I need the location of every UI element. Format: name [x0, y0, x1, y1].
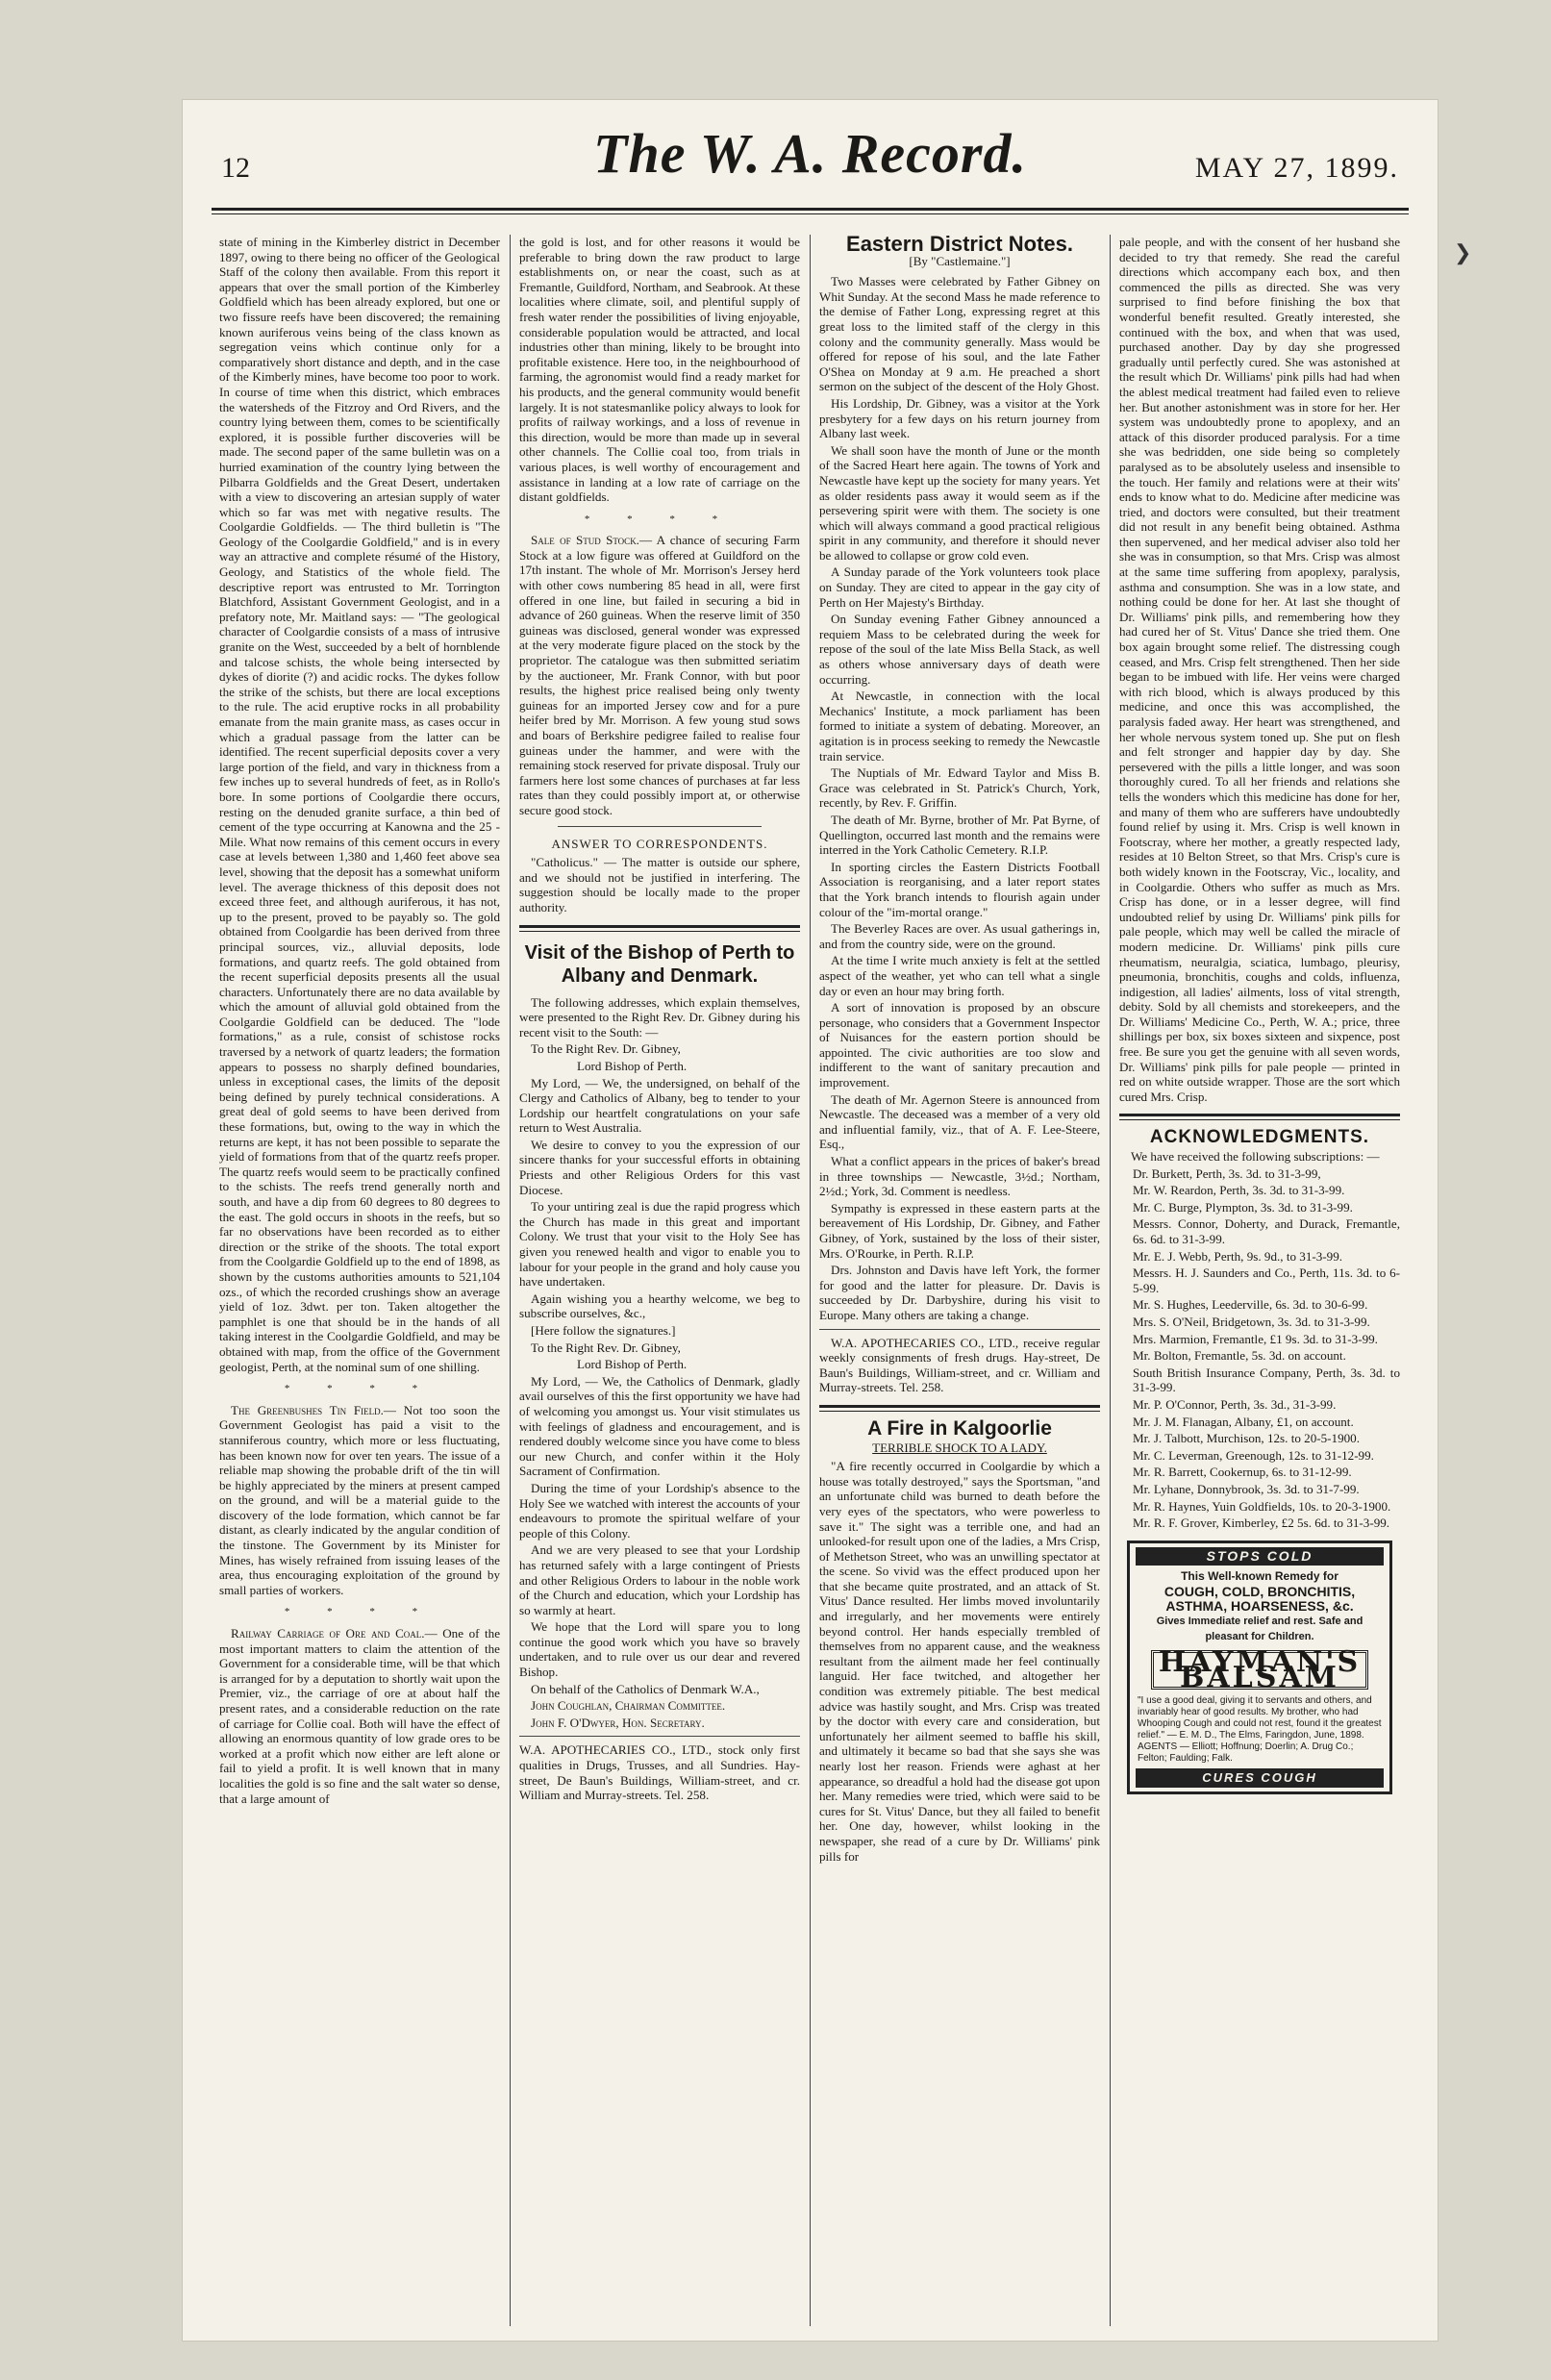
- eastern-note: On Sunday evening Father Gibney announced a requiem Mass to be celebrated during the week for repose of the soul of the late Miss Bella Stack, as well as others whose anniversary days of death were occurring.: [819, 612, 1100, 687]
- visit-paragraph: My Lord, — We, the Catholics of Denmark, gladly avail ourselves of this the first opportunity we have had of welcoming you amongst us. Your visit stimulates us with feelings of gladness and encouragement, and is rendered doubly welcome since you have come to bless our new Church, and confer within it the Holy Sacrament of Confirmation.: [519, 1373, 800, 1479]
- eastern-note: Sympathy is expressed in these eastern parts at the bereavement of His Lordship, Dr. Gibney, and Father Gibney, of York, sustained by the loss of their sister, Mrs. O'Rourke, in Perth. R.I.P.: [819, 1200, 1100, 1261]
- acknowledgment-item: Mr. R. Haynes, Yuin Goldfields, 10s. to 20-3-1900.: [1133, 1498, 1391, 1514]
- eastern-note: At the time I write much anxiety is felt at the settled aspect of the weather, yet who can tell what a single day or even an hour may bring forth.: [819, 953, 1100, 998]
- ad-testimonial: "I use a good deal, giving it to servants and others, and invariably hear of good results. My brother, who had Whooping Cough and could not rest, found it the greatest relief." — E. M. D., The Elms, Faringdon, June, 1898. AGENTS — Elliott; Hoffnung; Doerlin; A. Drug Co.; Felton; Faulding; Falk.: [1138, 1695, 1382, 1765]
- eastern-note: At Newcastle, in connection with the local Mechanics' Institute, a mock parliament has been formed to initiate a system of debating. Moreover, an agitation is in process seeking to remedy the Newcastle train service.: [819, 689, 1100, 764]
- stud-stock-text: — A chance of securing Farm Stock at a low figure was offered at Guildford on the 17th instant. The whole of Mr. Morrison's Jersey herd with other cows numbering 85 head in all, were first offered in one line, but failed in securing a bid in advance of 260 guineas. When the reserve limit of 350 guineas was disclosed, general wonder was expressed at the very moderate figure placed on the stock by the proprietor. The catalogue was then submitted seriatim by the auctioneer, Mr. Frank Connor, with but poor results, the highest price realised being only twenty guineas for an imported Jersey cow and for a pure heifer bred by Mr. Morrison. A few young stud sows and boars of Berkshire pedigree failed to realise four guineas under the hammer, and were with the remaining stock reserved for private disposal. Truly our farmers here lost some chances of purchases at far less rates than they could possibly import at, or otherwise secure good stock.: [519, 533, 800, 817]
- column-4: [1119, 235, 1400, 2326]
- eastern-notes-heading: Eastern District Notes.: [846, 235, 1073, 256]
- visit-paragraph: On behalf of the Catholics of Denmark W.A.,: [531, 1681, 760, 1696]
- visit-address-to: To the Right Rev. Dr. Gibney,: [531, 1041, 681, 1057]
- ad-brand-logo: HAYMAN'S BALSAM: [1151, 1650, 1368, 1690]
- acknowledgment-item: Mr. C. Burge, Plympton, 3s. 3d. to 31-3-99.: [1133, 1199, 1353, 1215]
- eastern-note: What a conflict appears in the prices of baker's bread in three townships — Newcastle, 3½d.; Northam, 2½d.; York, 3d. Comment is needless.: [819, 1154, 1100, 1199]
- masthead: [183, 100, 1438, 215]
- acknowledgment-item: Mr. R. F. Grover, Kimberley, £2 5s. 6d. to 31-3-99.: [1133, 1516, 1390, 1531]
- visit-paragraph: And we are very pleased to see that your Lordship has returned safely with a large contingent of Priests and other Religious Orders to labour in the noble work of the Church and education, which your Lordship has so warmly at heart.: [519, 1542, 800, 1617]
- railway-heading: Railway Carriage of Ore and Coal.: [231, 1626, 425, 1641]
- acknowledgment-item: Mr. P. O'Connor, Perth, 3s. 3d., 31-3-99.: [1133, 1396, 1337, 1412]
- newspaper-title: The W. A. Record.: [593, 122, 1027, 185]
- acknowledgment-item: Mr. J. Talbott, Murchison, 12s. to 20-5-1900.: [1133, 1431, 1360, 1446]
- ad-tagline: This Well-known Remedy for: [1181, 1569, 1338, 1584]
- column-1: [219, 235, 500, 2326]
- greenbushes-text: — Not too soon the Government Geologist has paid a visit to the stanniferous country, which more or less fluctuating, has been known now for over ten years. The issue of a reliable map showing the probable drift of the tin will be highly appreciated by the miners at present camped on the ground, and will be a material guide to the discovery of the lode formation, which cannot be far distant, as clearly indicated by the angular condition of the tinstone. The Government by its Minister for Mines, has wisely refrained from issuing leases of the area, thus encouraging exploitation of the ground by small parties of workers.: [219, 1402, 500, 1597]
- double-rule: [819, 1405, 1100, 1412]
- visit-address-title: Lord Bishop of Perth.: [577, 1357, 688, 1372]
- column-divider: [510, 235, 511, 2326]
- visit-address-to: To the Right Rev. Dr. Gibney,: [531, 1340, 681, 1355]
- acknowledgment-item: Mrs. S. O'Neil, Bridgetown, 3s. 3d. to 31-3-99.: [1133, 1314, 1370, 1329]
- acknowledgment-item: Mr. R. Barrett, Cookernup, 6s. to 31-12-99.: [1133, 1465, 1352, 1480]
- eastern-note: Two Masses were celebrated by Father Gibney on Whit Sunday. At the second Mass he made reference to the demise of Father Long, expressing regret at this great loss to the limited staff of the clergy in this colony and the community generally. Mass would be offered for repose of his soul, and the late Father O'Shea on Monday at 9 a.m. He preached a short sermon on the subject of the descent of the Holy Ghost.: [819, 274, 1100, 394]
- visit-paragraph: To your untiring zeal is due the rapid progress which the Church has made in this great and important Colony. We trust that your visit to the Holy See has given you renewed health and vigor to enable you to labour for your people in the grand and holy cause you have undertaken.: [519, 1199, 800, 1290]
- acknowledgment-item: Mr. W. Reardon, Perth, 3s. 3d. to 31-3-99.: [1133, 1183, 1345, 1198]
- kimberley-geology-article: state of mining in the Kimberley district in December 1897, owing to there being no officer of the Geological Staff of the colony then available. From this report it appears that over the small portion of the Kimberley Goldfield which has been already explored, but one or two fissure reefs have been discovered; the remaining known auriferous veins being of the class known as segregation veins which continue only for a comparatively short distance and depth, and in the case of the Kimberly mines, have become too poor to work. In course of time when this district, which embraces the watersheds of the Fitzroy and Ord Rivers, and the country lying between them, comes to be scientifically explored, it is possible further discoveries will be made. The second paper of the same bulletin was on a hurried examination of the country lying between the Pilbarra Goldfields and the Great Desert, undertaken with a view to discovering an artesian supply of water which so far was met with negative results. The Coolgardie Goldfields. — The third bulletin is "The Geology of the Coolgardie Goldfield," and is in every way an attractive and complete résumé of the History, Geology, and Statistics of the whole field. The descriptive report was entrusted to Mr. Torrington Blatchford, Assistant Government Geologist, and in a prefatory note, Mr. Maitland says: — "The geological character of Coolgardie consists of a mass of intrusive granite on the West, succeeded by a belt of hornblende and talcose schists, the whole being intersected by dykes of diorite (?) and acidic rocks. The dykes follow the strike of the schists, but there are local exceptions to the rule. The acid eruptive rocks in all probability emanate from the main granite mass, as cases occur in which a gradual passage from the latter can be identified. The recent superficial deposits cover a very large portion of the field, and vary in thickness from a few inches up to several hundreds of feet, as in Rollo's bore. In some portions of Coolgardie there occurs, resting on the denuded granite surface, a thin bed of cement of the type occurring at Kanowna and the 25 - Mile. What now remains of this cement occurs in every case at levels between 1,380 and 1,460 feet above sea level, showing that the deposit has a somewhat uniform level. The average thickness of this deposit does not exceed three feet, and although auriferous, it has not, up to the present, proved to be payably so. The gold obtained from Coolgardie has been derived from three principal sources, viz., alluvial deposits, lode formations, and quartz reefs. The gold obtained from the recent superficial deposits presents all the usual characters. Unfortunately there are no data available by which the amount of alluvial gold obtained from the Coolgardie Goldfield can be deduced. The "lode formations," as a rule, consist of schistose rocks traversed by a network of quartz leaders; the formation appears to possess no sharply defined boundaries, unless in exceptional cases, the limits of the deposit being defined by purely technical considerations. A great deal of gold seems to have been derived from these formations, but, owing to the way in which the returns are kept, it has not been possible to separate the yield of formations from that of the quartz reefs proper. The quartz reefs would seem to be practically confined to the schists. The reefs trend generally north and south, and have a dip from 60 degrees to 80 degrees to the east. The gold occurs in shoots in the reefs, but so far no observations have been recorded as to either direction or the strike of the shoots. The total export from the Coolgardie Goldfield up to the end of 1898, as shown by the customs authorities amounts to 521,104 ozs., of which the recorded crushings show an average yield of 1oz. 3dwt. per ton. Taken altogether the pamphlet is one that should be in the hands of all taking interest in the Coolgardie Goldfield, and may be obtained with map, from the office of the Government geologist, Perth, at the nominal sum of one shilling.: [219, 235, 500, 1374]
- visit-paragraph: During the time of your Lordship's absence to the Holy See we watched with interest the accounts of your endeavours to promote the spiritual welfare of your people of this Colony.: [519, 1480, 800, 1541]
- masthead-rule: [212, 208, 1409, 211]
- apothecaries-ad: W.A. APOTHECARIES CO., LTD., receive regular weekly consignments of fresh drugs. Hay-street, De Baun's Buildings, William-street, and cr. William and Murray-streets. Tel. 258.: [819, 1335, 1100, 1395]
- visit-paragraph: My Lord, — We, the undersigned, on behalf of the Clergy and Catholics of Albany, beg to tender to your Lordship our heartfelt congratulations on your safe return to West Australia.: [519, 1075, 800, 1136]
- acknowledgments-heading: ACKNOWLEDGMENTS.: [1149, 1127, 1370, 1148]
- double-rule: [1119, 1114, 1400, 1120]
- eastern-note: A sort of innovation is proposed by an obscure personage, who considers that a Government Inspector of Nuisances for the eastern portion should be appointed. The civic authorities are too slow and indifferent to the want of sanitary precaution and improvement.: [819, 1000, 1100, 1090]
- double-rule: [519, 925, 800, 932]
- section-stars: * * * *: [284, 1383, 436, 1395]
- divider: [519, 1736, 800, 1737]
- ad-ailments: COUGH, COLD, BRONCHITIS, ASTHMA, HOARSENESS, &c.: [1163, 1583, 1356, 1615]
- eastern-notes-byline: [By "Castlemaine."]: [909, 253, 1011, 268]
- visit-paragraph: Again wishing you a hearthy welcome, we beg to subscribe ourselves, &c.,: [519, 1290, 800, 1321]
- fire-subheading: TERRIBLE SHOCK TO A LADY.: [872, 1440, 1047, 1455]
- stud-stock-heading: Sale of Stud Stock.: [531, 533, 639, 548]
- railway-continued: the gold is lost, and for other reasons it would be preferable to bring down the raw product to large establishments on, or near the coast, such as at Fremantle, Guildford, Northam, and Seabrook. At these localities where climate, soil, and plentiful supply of fresh water render the possibilities of living enjoyable, considerable population would be attracted, and local industries other than mining, likely to be brought into profitable existence. Here too, in the neighbourhood of farming, the agronomist would find a ready market for his products, and the general community would benefit largely. It is not statesmanlike policy always to look for profits of railway workings, and a loss of revenue in this direction, would be more than made up in several other channels. The Collie coal too, from trials in various places, is well worthy of encouragement and assistance in landing at a low rate of carriage on the distant goldfields.: [519, 235, 800, 505]
- acknowledgment-item: Dr. Burkett, Perth, 3s. 3d. to 31-3-99,: [1133, 1165, 1321, 1181]
- eastern-note: The Nuptials of Mr. Edward Taylor and Miss B. Grace was celebrated in St. Patrick's Church, York, recently, by Rev. F. Griffin.: [819, 765, 1100, 811]
- visit-signature: John F. O'Dwyer, Hon. Secretary.: [531, 1715, 705, 1730]
- apothecaries-ad: W.A. APOTHECARIES CO., LTD., stock only first qualities in Drugs, Trusses, and all Sundries. Hay-street, De Baun's Buildings, William-street, and cr. William and Murray-streets. Tel. 258.: [519, 1742, 800, 1803]
- page-number: 12: [221, 152, 250, 184]
- ad-bottom-banner: CURES COUGH: [1136, 1768, 1384, 1788]
- greenbushes-heading: The Greenbushes Tin Field.: [231, 1402, 384, 1417]
- eastern-note: A Sunday parade of the York volunteers took place on Sunday. They are cited to appear in the gay city of Perth on Her Majesty's Birthday.: [819, 564, 1100, 610]
- visit-heading: Visit of the Bishop of Perth to Albany and Denmark.: [524, 941, 795, 987]
- acknowledgment-item: Mr. Lyhane, Donnybrook, 3s. 3d. to 31-7-99.: [1133, 1481, 1360, 1496]
- issue-date: MAY 27, 1899.: [1194, 152, 1399, 184]
- fire-article-continued: pale people, and with the consent of her husband she decided to try that remedy. She read the careful directions which accompany each box, and then commenced the pills as directed. She was very surprised to find before finishing the box that wonderful benefit resulted. Greatly interested, she continued with the box, and when that was used, purchased another. Day by day she progressed gradually until perfectly cured. She was astonished at the result which Dr. Williams' pink pills had had when the ablest medical treatment had failed even to relieve her. But another astonishment was in store for her. Her system was undoubtedly prone to apoplexy, and an attack of this disorder produced paralysis. For a time she was bedridden, one side being so completely paralysed as to be absolutely useless and insensible to the touch. Her family and relations were at their wits' ends to know what to do. Medicine after medicine was tried, and doctors were consulted, but their treatment did not result in any benefit being obtained. Asthma then supervened, and her medical adviser also told her she was in consumption, so that Mrs. Crisp was almost at the same time suffering from apoplexy, paralysis, asthma and consumption. She was in a low state, and nothing could be done for her. At last she thought of Dr. Williams' pink pills, and remembering how they had cured her of St. Vitus' Dance she tried them. One box again brought some relief. The distressing cough ceased, and Mrs. Crisp felt strengthened. Then her side began to be imbued with life. Her veins were charged with rich blood, which is always produced by this medicine, and once this was accomplished, the paralysis faded away. Her heart was strengthened, and her whole nervous system toned up. She put on flesh and felt stronger and happier day by day. She persevered with the pills a little longer, and was soon thoroughly cured. To all her friends and relations she tells the wonders which this medicine has done for her, and many of them who are sufferers have undoubtedly found relief by using it. Mrs. Crisp is well known in Footscray, where her mother, a greatly respected lady, resides at 10 Belton Street, so that Mrs. Crisp's cure is both widely known in the Footscray, Vic., locality, and in Coolgardie. Others who suffer as much as Mrs. Crisp has done, or in a lesser degree, will find undoubted relief by using Dr. Williams' pink pills for pale people, which may well be called the miracle of modern medicine. Dr. Williams' pink pills cure rheumatism, neuralgia, sciatica, lumbago, pleurisy, pneumonia, bronchitis, coughs and colds, influenza, indigestion, all ladies' ailments, loss of vital strength, debity. Sold by all chemists and storekeepers, and the Dr. Williams' Medicine Co., Perth, W. A.; price, three shillings per box, six boxes sixteen and sixpence, post free. Be sure you get the genuine with all seven words, Dr. Williams' pink pills for pale people — printed in red on white outside wrapper. Those are the sort which cured Mrs. Crisp.: [1119, 235, 1400, 1104]
- railway-text: — One of the most important matters to claim the attention of the Government for a considerable time, will be that which is arranged for by a deputation to shortly wait upon the Premier, viz., the carriage of ore at about half the present rates, and a considerable reduction on the rate of carriage for Collie coal. Both will have the effect of allowing an enormous quantity of low grade ores to be worked at a profit which now either are left alone or fail to yield a profit. It is well known that in many localities the gold is so fine and the salt water so dense, that a large amount of: [219, 1626, 500, 1806]
- greenbushes-article: [219, 1403, 500, 1598]
- visit-paragraph: We hope that the Lord will spare you to long continue the good work which you have so bravely undertaken, and to rule over us our dear and revered Bishop.: [519, 1619, 800, 1680]
- acknowledgment-item: Mr. E. J. Webb, Perth, 9s. 9d., to 31-3-99.: [1133, 1248, 1343, 1264]
- eastern-note: The Beverley Races are over. As usual gatherings in, and from the country side, were on the ground.: [819, 921, 1100, 951]
- acknowledgment-item: Mr. S. Hughes, Leederville, 6s. 3d. to 30-6-99.: [1133, 1297, 1368, 1313]
- eastern-note: In sporting circles the Eastern Districts Football Association is reorganising, and a later report states that the York branch intends to flourish again under colour of the "im-mortal orange.": [819, 859, 1100, 919]
- acknowledgment-item: Mr. J. M. Flanagan, Albany, £1, on account.: [1133, 1414, 1354, 1429]
- acknowledgment-item: Messrs. Connor, Doherty, and Durack, Fremantle, 6s. 6d. to 31-3-99.: [1133, 1216, 1400, 1246]
- column-2: [519, 235, 800, 2326]
- acknowledgment-item: Mr. C. Leverman, Greenough, 12s. to 31-12-99.: [1133, 1447, 1374, 1463]
- acknowledgments-intro: We have received the following subscriptions: —: [1131, 1149, 1380, 1165]
- eastern-note: His Lordship, Dr. Gibney, was a visitor at the York presbytery for a few days on his return journey from Albany last week.: [819, 395, 1100, 441]
- eastern-note: The death of Mr. Agernon Steere is announced from Newcastle. The deceased was a member of a very old and influential family, viz., that of A. F. Lee-Steere, Esq.,: [819, 1091, 1100, 1152]
- visit-intro: The following addresses, which explain themselves, were presented to the Right Rev. Dr. Gibney during his recent visit to the South: —: [519, 994, 800, 1040]
- acknowledgment-item: Messrs. H. J. Saunders and Co., Perth, 11s. 3d. to 6-5-99.: [1133, 1265, 1400, 1295]
- railway-article: [219, 1626, 500, 1806]
- visit-paragraph: We desire to convey to you the expression of our sincere thanks for your successful efforts in obtaining Priests and other Religious Orders for this vast Diocese.: [519, 1137, 800, 1197]
- divider: [558, 826, 762, 827]
- acknowledgment-item: South British Insurance Company, Perth, 3s. 3d. to 31-3-99.: [1133, 1365, 1400, 1395]
- masthead-rule-thin: [212, 213, 1409, 214]
- column-divider: [1110, 235, 1111, 2326]
- fire-article: "A fire recently occurred in Coolgardie by which a house was totally destroyed," says the Sportsman, "and an unfortunate child was burned to death before the very eyes of the spectators, who were powerless to save it." The sight was a terrible one, and had an unlooked-for result upon one of the ladies, a Mrs Crisp, of Methetson Street, who was an unwilling spectator at the scene. So vivid was the effect produced upon her that she became quite prostrated, and an attack of St. Vitus' Dance resulted. Her limbs moved involuntarily and irregularly, and her movements were entirely beyond control. Her hands especially trembled of themselves from no apparent cause, and the weakness resultant from the ailment made her feel continually languid. Her face twitched, and altogether her condition was extremely pitiable. The best medical advice was hastily sought, and Mrs. Crisp was treated by the doctor with every care and consideration, but unfortunately her ailment seemed to baffle his skill, and ultimately it became so bad that she says she was nearly lost her reason. Friends were aghast at her appearance, so dreadful a hold had the disease got upon her. Many remedies were tried, which were said to be cures for St. Vitus' Dance, but they all failed to benefit her. One day, however, whilst looking in the newspaper, she read of a cure by Dr. Williams' pink pills for: [819, 1459, 1100, 1864]
- visit-signatures-note: [Here follow the signatures.]: [531, 1323, 676, 1338]
- answer-text: "Catholicus." — The matter is outside our sphere, and we should not be justified in interfering. The suggestion should be locally made to the proper authority.: [519, 855, 800, 914]
- haymans-balsam-ad: [1127, 1541, 1392, 1794]
- eastern-note: The death of Mr. Byrne, brother of Mr. Pat Byrne, of Quellington, occurred last month and the remains were interred in the York Catholic Cemetery. R.I.P.: [819, 812, 1100, 858]
- column-3: [819, 235, 1100, 2326]
- acknowledgment-item: Mrs. Marmion, Fremantle, £1 9s. 3d. to 31-3-99.: [1133, 1331, 1378, 1346]
- eastern-note: Drs. Johnston and Davis have left York, the former for good and the latter for pleasure. Dr. Davis is succeeded by Dr. Darbyshire, during his visit to Europe. Many others are taking a change.: [819, 1263, 1100, 1322]
- column-divider: [810, 235, 811, 2326]
- ad-top-banner: STOPS COLD: [1136, 1547, 1384, 1566]
- visit-address-title: Lord Bishop of Perth.: [577, 1058, 688, 1073]
- acknowledgment-item: Mr. Bolton, Fremantle, 5s. 3d. on account.: [1133, 1348, 1346, 1364]
- divider: [819, 1329, 1100, 1330]
- fire-heading: A Fire in Kalgoorlie: [867, 1416, 1052, 1440]
- margin-mark: ❯: [1454, 240, 1472, 264]
- eastern-note: We shall soon have the month of June or the month of the Sacred Heart here again. The towns of York and Newcastle have kept up the society for many years. Yet as older residents pass away it would seem as if the persevering spirit were with them. The society is one which will always command a good practical religious spirit in any community, and therefore it should never be allowed to collapse or grow cold even.: [819, 442, 1100, 563]
- section-stars: * * * *: [584, 513, 736, 525]
- stud-stock-article: [519, 533, 800, 817]
- ad-relief: Gives Immediate relief and rest. Safe and pleasant for Children.: [1156, 1616, 1363, 1642]
- newspaper-page: [183, 100, 1438, 2341]
- answer-heading: ANSWER TO CORRESPONDENTS.: [551, 836, 768, 851]
- section-stars: * * * *: [284, 1606, 436, 1618]
- visit-signature: John Coughlan, Chairman Committee.: [531, 1698, 726, 1714]
